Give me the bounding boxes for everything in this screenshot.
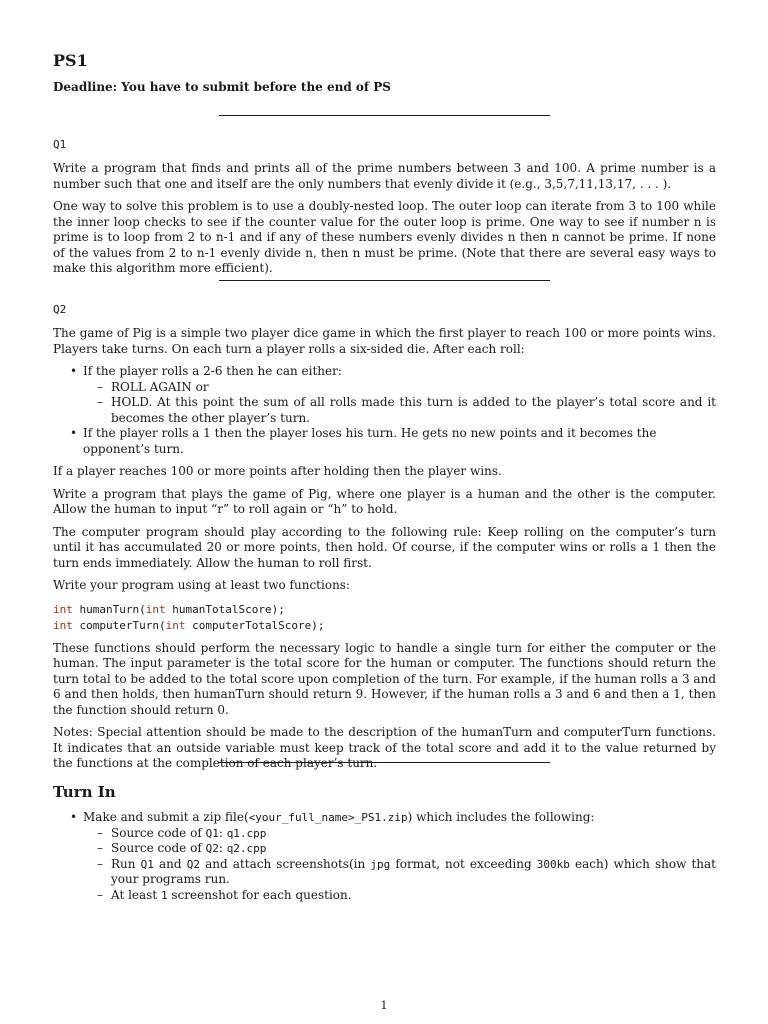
list-item: [111, 888, 716, 904]
turn-in-text: At least: [111, 887, 161, 902]
turn-in-section: [53, 810, 716, 903]
turn-in-text: each) which show that your programs run.: [111, 856, 716, 886]
q2-intro: The game of Pig is a simple two player dice game in which the first player to reach 100 or more points wins. Players take turns. On each turn a player rolls a six-sided die. After each roll:: [53, 326, 716, 356]
code-param: computerTotalScore);: [185, 618, 325, 632]
list-item: [111, 395, 716, 426]
code-keyword: int: [53, 618, 73, 632]
q2-sub-2: HOLD. At this point the sum of all rolls made this turn is added to the player’s total score and it becomes the other player’s turn.: [111, 395, 716, 425]
question-ref: Q2: [186, 857, 200, 871]
page-number: 1: [380, 999, 388, 1012]
q2-section: [53, 326, 716, 772]
q1-paragraph-1: Write a program that finds and prints all of the prime numbers between 3 and 100. A prime number is a number such that one and itself are the only numbers that evenly divide it (e.g., 3,5,7,11,13,17, . . . ).: [53, 161, 716, 191]
list-item: [111, 841, 716, 857]
turn-in-text: and: [153, 856, 187, 871]
q1-paragraph-2: One way to solve this problem is to use a doubly-nested loop. The outer loop can iterate from 3 to 100 while the inner loop checks to see if the counter value for the outer loop is prime. One way to see if number n is prime is to loop from 2 to n-1 and if any of these numbers evenly divides n then n cannot be prime. If none of the values from 2 to n-1 evenly divide n, then n must be prime. (Note that there are several easy ways to make this algorithm more efficient).: [53, 199, 716, 275]
deadline-text: Deadline: You have to submit before the end of PS: [53, 80, 391, 94]
question-ref: Q1: [140, 857, 154, 871]
filename: q1.cpp: [226, 826, 267, 840]
turn-in-list: [53, 810, 716, 903]
q2-rule-paragraph: The computer program should play according to the following rule: Keep rolling on the computer’s turn until it has accumulated 20 or more points, then hold. Of course, if the computer wins or rolls a 1 then the turn ends immediately. Allow the human to roll first.: [53, 524, 716, 570]
turn-in-text: Source code of: [111, 825, 206, 840]
question-ref: Q2: [205, 842, 219, 855]
q1-section: [53, 161, 716, 277]
turn-in-heading: Turn In: [53, 783, 116, 801]
list-item: [111, 380, 716, 396]
code-keyword: int: [165, 618, 186, 632]
q2-label: Q2: [53, 303, 67, 316]
divider-2: [219, 280, 550, 281]
turn-in-text: Run: [111, 856, 141, 871]
code-block: [53, 602, 716, 634]
turn-in-text: screenshot for each question.: [167, 887, 352, 902]
q2-perform-paragraph: These functions should perform the necessary logic to handle a single turn for either the computer or the human. The input parameter is the total score for the human or computer. The functions should return the turn total to be added to the total score upon completion of the turn. For example, if the human rolls a 3 and 6 and then holds, then humanTurn should return 9. However, if the human rolls a 3 and 6 and then a 1, then the function should return 0.: [53, 640, 716, 717]
turn-in-text: and attach screenshots(in: [199, 856, 371, 871]
turn-in-text: :: [218, 841, 227, 855]
filename: q2.cpp: [226, 842, 267, 855]
question-ref: Q1: [205, 826, 219, 840]
q2-sub-1: ROLL AGAIN or: [111, 379, 209, 394]
code-line-2: [53, 618, 716, 634]
list-item: [83, 364, 716, 426]
divider-1: [219, 115, 550, 116]
code-keyword: int: [145, 602, 166, 616]
file-format: jpg: [370, 857, 391, 871]
code-line-1: [53, 602, 716, 618]
q2-bullet-1: If the player rolls a 2-6 then he can either:: [83, 364, 342, 378]
q2-reach-paragraph: If a player reaches 100 or more points after holding then the player wins.: [53, 464, 502, 478]
q2-write-paragraph: Write a program that plays the game of Pig, where one player is a human and the other is the computer. Allow the human to input “r” to roll again or “h” to hold.: [53, 486, 716, 516]
page-title: PS1: [53, 51, 88, 70]
turn-in-text: Source code of: [111, 841, 206, 855]
turn-in-text: format, not exceeding: [390, 856, 537, 871]
divider-3: [219, 762, 550, 763]
code-param: humanTotalScore);: [165, 602, 285, 616]
q2-sublist: [83, 380, 716, 427]
q2-notes-paragraph: Notes: Special attention should be made to the description of the humanTurn and computerTurn functions. It indicates that an outside variable must keep track of the total score and add it to the value returned by the functions at the completion of each player’s turn.: [53, 725, 716, 770]
turn-in-text: Make and submit a zip file(: [83, 810, 249, 824]
q2-bullet-2: If the player rolls a 1 then the player loses his turn. He gets no new points and it becomes the opponent’s turn.: [83, 426, 657, 456]
screenshot-count: 1: [160, 888, 168, 902]
code-func-name: computerTurn(: [72, 618, 166, 632]
turn-in-text: :: [218, 825, 227, 840]
file-size-limit: 300kb: [536, 857, 570, 871]
code-func-name: humanTurn(: [72, 602, 146, 616]
zip-filename: <your_full_name>_PS1.zip: [248, 811, 408, 824]
turn-in-text: ) which includes the following:: [407, 810, 595, 824]
code-keyword: int: [53, 602, 73, 616]
list-item: [83, 810, 716, 903]
q1-label: Q1: [53, 138, 67, 151]
turn-in-sublist: [83, 826, 716, 904]
q2-functions-paragraph: Write your program using at least two functions:: [53, 578, 350, 592]
list-item: [83, 426, 716, 457]
list-item: [111, 826, 716, 842]
q2-rules-list: [53, 364, 716, 457]
list-item: [111, 857, 716, 888]
